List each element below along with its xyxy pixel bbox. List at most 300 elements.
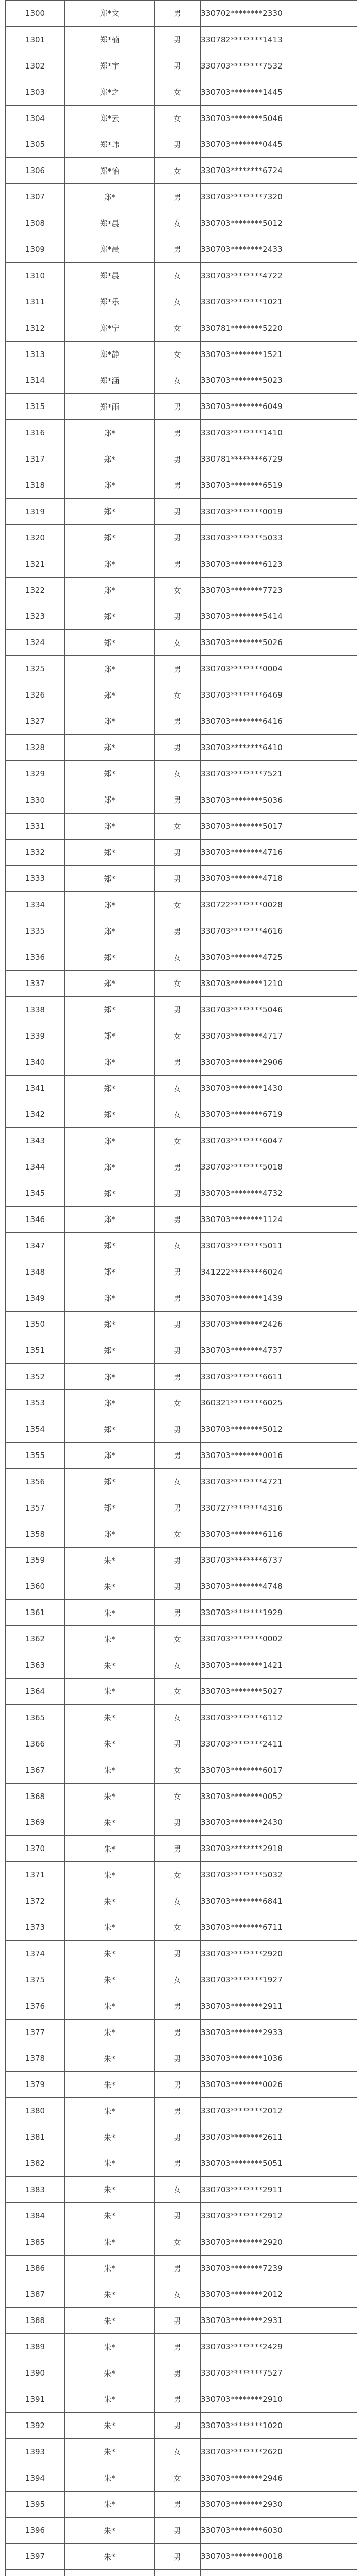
table-row: [6, 1075, 357, 1101]
id-number-cell: 330703********1020: [201, 2412, 357, 2438]
row-number-cell: 1367: [6, 1757, 65, 1783]
person-name-cell: 郑*: [65, 603, 155, 630]
id-number-cell: 330703********4721: [201, 1468, 357, 1495]
row-number-cell: 1329: [6, 760, 65, 787]
row-number-cell: 1330: [6, 787, 65, 813]
roster-table: [5, 0, 357, 2576]
id-number-cell: [201, 2570, 357, 2576]
id-number-cell: 330702********2330: [201, 1, 357, 27]
gender-cell: 男: [155, 1809, 201, 1836]
table-row: [6, 2255, 357, 2281]
id-number-cell: 330703********2918: [201, 1836, 357, 1862]
id-number-cell: 330703********0018: [201, 2544, 357, 2570]
table-row: [6, 2517, 357, 2544]
id-number-cell: 330703********6047: [201, 1128, 357, 1154]
id-number-cell: 330703********2930: [201, 2491, 357, 2517]
gender-cell: 男: [155, 498, 201, 524]
person-name-cell: 郑*: [65, 446, 155, 472]
row-number-cell: 1300: [6, 1, 65, 27]
table-row: [6, 2465, 357, 2491]
row-number-cell: 1308: [6, 210, 65, 236]
row-number-cell: 1385: [6, 2229, 65, 2255]
id-number-cell: 330703********4616: [201, 918, 357, 944]
table-row: [6, 2202, 357, 2229]
row-number-cell: 1302: [6, 53, 65, 79]
row-number-cell: 1347: [6, 1232, 65, 1259]
id-number-cell: 330703********2433: [201, 236, 357, 263]
person-name-cell: 郑*云: [65, 105, 155, 131]
id-number-cell: 330703********2920: [201, 2229, 357, 2255]
table-row: [6, 630, 357, 656]
gender-cell: 男: [155, 2517, 201, 2544]
table-row: [6, 1600, 357, 1626]
table-row: [6, 1337, 357, 1364]
person-name-cell: 朱*: [65, 2544, 155, 2570]
gender-cell: 女: [155, 1468, 201, 1495]
id-number-cell: 341222********6024: [201, 1259, 357, 1285]
row-number-cell: 1318: [6, 472, 65, 499]
table-row: [6, 289, 357, 315]
id-number-cell: 330703********5036: [201, 787, 357, 813]
gender-cell: 女: [155, 1862, 201, 1888]
id-number-cell: 330722********0028: [201, 892, 357, 918]
person-name-cell: 朱*: [65, 1626, 155, 1652]
table-row: [6, 2412, 357, 2438]
gender-cell: 女: [155, 262, 201, 289]
id-number-cell: 330703********1421: [201, 1652, 357, 1679]
row-number-cell: 1375: [6, 1967, 65, 1993]
person-name-cell: 朱*: [65, 2334, 155, 2360]
person-name-cell: 郑*宇: [65, 53, 155, 79]
id-number-cell: 330703********7527: [201, 2360, 357, 2386]
id-number-cell: 330703********6123: [201, 551, 357, 577]
gender-cell: 男: [155, 996, 201, 1023]
gender-cell: 男: [155, 2202, 201, 2229]
table-row: [6, 2570, 357, 2576]
id-number-cell: 330703********6519: [201, 472, 357, 499]
person-name-cell: 郑*: [65, 892, 155, 918]
person-name-cell: 郑*: [65, 1128, 155, 1154]
gender-cell: 女: [155, 2229, 201, 2255]
person-name-cell: 朱*: [65, 1993, 155, 2019]
person-name-cell: 郑*: [65, 682, 155, 708]
table-row: [6, 1154, 357, 1180]
gender-cell: 女: [155, 1521, 201, 1547]
gender-cell: 女: [155, 315, 201, 341]
row-number-cell: 1309: [6, 236, 65, 263]
table-row: [6, 2491, 357, 2517]
row-number-cell: 1359: [6, 1547, 65, 1573]
gender-cell: 男: [155, 1495, 201, 1521]
id-number-cell: 330703********6719: [201, 1101, 357, 1128]
person-name-cell: 朱*: [65, 1731, 155, 1757]
person-name-cell: 郑*怡: [65, 158, 155, 184]
id-number-cell: 330703********2411: [201, 1731, 357, 1757]
person-name-cell: 朱*: [65, 1914, 155, 1941]
id-number-cell: 330703********5026: [201, 630, 357, 656]
id-number-cell: 330703********2946: [201, 2465, 357, 2491]
id-number-cell: 330703********5033: [201, 524, 357, 551]
row-number-cell: 1354: [6, 1416, 65, 1443]
person-name-cell: 朱*: [65, 2150, 155, 2177]
person-name-cell: 郑*: [65, 1285, 155, 1311]
id-number-cell: 330703********4718: [201, 866, 357, 892]
row-number-cell: 1368: [6, 1783, 65, 1809]
row-number-cell: 1390: [6, 2360, 65, 2386]
table-row: [6, 892, 357, 918]
person-name-cell: 朱*: [65, 1967, 155, 1993]
row-number-cell: 1352: [6, 1364, 65, 1390]
table-row: [6, 1023, 357, 1049]
id-number-cell: 330703********6410: [201, 734, 357, 760]
person-name-cell: 朱*: [65, 2281, 155, 2308]
gender-cell: 男: [155, 2412, 201, 2438]
id-number-cell: 330703********5011: [201, 1232, 357, 1259]
id-number-cell: 330703********0002: [201, 1626, 357, 1652]
gender-cell: 女: [155, 1101, 201, 1128]
id-number-cell: 330703********7239: [201, 2255, 357, 2281]
gender-cell: 女: [155, 210, 201, 236]
person-name-cell: 朱*: [65, 1783, 155, 1809]
person-name-cell: 郑*: [65, 813, 155, 839]
table-row: [6, 2438, 357, 2465]
table-row: [6, 787, 357, 813]
row-number-cell: 1339: [6, 1023, 65, 1049]
person-name-cell: 郑*: [65, 524, 155, 551]
id-number-cell: 330703********5023: [201, 367, 357, 394]
gender-cell: 男: [155, 472, 201, 499]
row-number-cell: 1315: [6, 394, 65, 420]
id-number-cell: 330703********0019: [201, 498, 357, 524]
id-number-cell: 330703********2906: [201, 1049, 357, 1075]
gender-cell: 女: [155, 577, 201, 603]
person-name-cell: 郑*: [65, 1495, 155, 1521]
person-name-cell: 朱*: [65, 1836, 155, 1862]
id-number-cell: 330703********4748: [201, 1573, 357, 1600]
gender-cell: 男: [155, 53, 201, 79]
gender-cell: 男: [155, 131, 201, 158]
person-name-cell: 朱*: [65, 1679, 155, 1705]
gender-cell: 男: [155, 236, 201, 263]
row-number-cell: 1335: [6, 918, 65, 944]
gender-cell: 女: [155, 1679, 201, 1705]
table-row: [6, 2072, 357, 2098]
gender-cell: 女: [155, 105, 201, 131]
person-name-cell: 郑*玮: [65, 131, 155, 158]
row-number-cell: 1391: [6, 2386, 65, 2413]
id-number-cell: 330703********1439: [201, 1285, 357, 1311]
id-number-cell: 330703********6711: [201, 1914, 357, 1941]
id-number-cell: 330703********5027: [201, 1679, 357, 1705]
table-row: [6, 996, 357, 1023]
gender-cell: 女: [155, 79, 201, 105]
id-number-cell: 330703********5018: [201, 1154, 357, 1180]
row-number-cell: 1311: [6, 289, 65, 315]
id-number-cell: 330703********6116: [201, 1521, 357, 1547]
table-row: [6, 1993, 357, 2019]
row-number-cell: 1376: [6, 1993, 65, 2019]
person-name-cell: 郑*: [65, 734, 155, 760]
table-row: [6, 682, 357, 708]
table-row: [6, 2281, 357, 2308]
person-name-cell: 朱*: [65, 2229, 155, 2255]
gender-cell: 女: [155, 1652, 201, 1679]
row-number-cell: 1365: [6, 1704, 65, 1731]
table-row: [6, 1704, 357, 1731]
table-row: [6, 1731, 357, 1757]
person-name-cell: 郑*: [65, 970, 155, 996]
person-name-cell: 朱*: [65, 2517, 155, 2544]
person-name-cell: 郑*: [65, 1049, 155, 1075]
table-row: [6, 1652, 357, 1679]
id-number-cell: 330727********4316: [201, 1495, 357, 1521]
id-number-cell: 330703********1927: [201, 1967, 357, 1993]
person-name-cell: 郑*: [65, 918, 155, 944]
id-number-cell: 330703********2920: [201, 1940, 357, 1967]
person-name-cell: 朱*: [65, 1600, 155, 1626]
table-row: [6, 1940, 357, 1967]
row-number-cell: 1370: [6, 1836, 65, 1862]
person-name-cell: 郑*: [65, 1521, 155, 1547]
table-row: [6, 2045, 357, 2072]
row-number-cell: 1322: [6, 577, 65, 603]
person-name-cell: 郑*: [65, 1337, 155, 1364]
person-name-cell: 郑*: [65, 1390, 155, 1416]
table-row: [6, 2360, 357, 2386]
id-number-cell: 330703********0445: [201, 131, 357, 158]
id-number-cell: 330703********6416: [201, 708, 357, 735]
person-name-cell: 朱*: [65, 1862, 155, 1888]
table-row: [6, 1626, 357, 1652]
gender-cell: 女: [155, 1783, 201, 1809]
table-row: [6, 2019, 357, 2045]
id-number-cell: 330703********6724: [201, 158, 357, 184]
table-row: [6, 760, 357, 787]
table-row: [6, 2334, 357, 2360]
gender-cell: 男: [155, 2255, 201, 2281]
id-number-cell: 330703********2426: [201, 1311, 357, 1337]
gender-cell: 男: [155, 1836, 201, 1862]
id-number-cell: 330703********1210: [201, 970, 357, 996]
gender-cell: 男: [155, 1442, 201, 1468]
row-number-cell: 1374: [6, 1940, 65, 1967]
table-row: [6, 79, 357, 105]
table-row: [6, 1573, 357, 1600]
gender-cell: 女: [155, 760, 201, 787]
id-number-cell: 330703********2620: [201, 2438, 357, 2465]
id-number-cell: 330703********2910: [201, 2386, 357, 2413]
row-number-cell: 1345: [6, 1180, 65, 1207]
table-row: [6, 367, 357, 394]
gender-cell: 男: [155, 2360, 201, 2386]
id-number-cell: 330703********0052: [201, 1783, 357, 1809]
person-name-cell: 郑*静: [65, 341, 155, 367]
row-number-cell: 1389: [6, 2334, 65, 2360]
gender-cell: 女: [155, 1704, 201, 1731]
gender-cell: 男: [155, 420, 201, 446]
row-number-cell: 1348: [6, 1259, 65, 1285]
table-row: [6, 1259, 357, 1285]
person-name-cell: 朱*: [65, 2072, 155, 2098]
table-row: [6, 1809, 357, 1836]
id-number-cell: 330703********1410: [201, 420, 357, 446]
gender-cell: 男: [155, 2124, 201, 2150]
gender-cell: 女: [155, 630, 201, 656]
gender-cell: 男: [155, 1, 201, 27]
table-row: [6, 656, 357, 682]
id-number-cell: 330703********2012: [201, 2098, 357, 2124]
id-number-cell: 330703********5012: [201, 1416, 357, 1443]
table-row: [6, 1836, 357, 1862]
gender-cell: [155, 2570, 201, 2576]
table-row: [6, 1049, 357, 1075]
row-number-cell: 1388: [6, 2308, 65, 2334]
gender-cell: 男: [155, 26, 201, 53]
row-number-cell: 1380: [6, 2098, 65, 2124]
gender-cell: 男: [155, 708, 201, 735]
table-row: [6, 210, 357, 236]
row-number-cell: 1319: [6, 498, 65, 524]
person-name-cell: 朱*: [65, 2386, 155, 2413]
gender-cell: 女: [155, 367, 201, 394]
row-number-cell: 1350: [6, 1311, 65, 1337]
gender-cell: 男: [155, 1416, 201, 1443]
gender-cell: 男: [155, 2045, 201, 2072]
id-number-cell: 330703********2912: [201, 2202, 357, 2229]
gender-cell: 男: [155, 1993, 201, 2019]
id-number-cell: 330703********4722: [201, 262, 357, 289]
person-name-cell: 朱*: [65, 1888, 155, 1914]
person-name-cell: 朱*: [65, 1704, 155, 1731]
gender-cell: 女: [155, 944, 201, 971]
gender-cell: 女: [155, 1023, 201, 1049]
table-row: [6, 2124, 357, 2150]
person-name-cell: 朱*: [65, 2098, 155, 2124]
table-row: [6, 498, 357, 524]
row-number-cell: 1342: [6, 1101, 65, 1128]
id-number-cell: 330703********2911: [201, 1993, 357, 2019]
row-number-cell: 1349: [6, 1285, 65, 1311]
person-name-cell: 郑*: [65, 1154, 155, 1180]
id-number-cell: 330703********6611: [201, 1364, 357, 1390]
id-number-cell: 330781********6729: [201, 446, 357, 472]
gender-cell: 男: [155, 1311, 201, 1337]
gender-cell: 男: [155, 1573, 201, 1600]
row-number-cell: 1317: [6, 446, 65, 472]
table-row: [6, 2544, 357, 2570]
row-number-cell: 1392: [6, 2412, 65, 2438]
row-number-cell: 1321: [6, 551, 65, 577]
table-row: [6, 708, 357, 735]
id-number-cell: 330703********2931: [201, 2308, 357, 2334]
gender-cell: 女: [155, 2465, 201, 2491]
id-number-cell: 330703********0016: [201, 1442, 357, 1468]
person-name-cell: 郑*: [65, 1180, 155, 1207]
id-number-cell: 330703********2012: [201, 2281, 357, 2308]
row-number-cell: 1363: [6, 1652, 65, 1679]
table-row: [6, 446, 357, 472]
person-name-cell: 朱*: [65, 2465, 155, 2491]
table-row: [6, 315, 357, 341]
table-row: [6, 970, 357, 996]
gender-cell: 男: [155, 1259, 201, 1285]
gender-cell: 男: [155, 1337, 201, 1364]
table-row: [6, 158, 357, 184]
table-row: [6, 420, 357, 446]
gender-cell: 女: [155, 289, 201, 315]
row-number-cell: 1303: [6, 79, 65, 105]
gender-cell: 男: [155, 1154, 201, 1180]
gender-cell: 男: [155, 787, 201, 813]
row-number-cell: 1379: [6, 2072, 65, 2098]
person-name-cell: 郑*雨: [65, 394, 155, 420]
id-number-cell: 330703********7320: [201, 184, 357, 210]
table-row: [6, 577, 357, 603]
person-name-cell: 郑*: [65, 1232, 155, 1259]
gender-cell: 男: [155, 866, 201, 892]
person-name-cell: 郑*: [65, 1468, 155, 1495]
gender-cell: 男: [155, 603, 201, 630]
person-name-cell: 朱*: [65, 2019, 155, 2045]
id-number-cell: 330703********7532: [201, 53, 357, 79]
table-row: [6, 1757, 357, 1783]
table-row: [6, 1206, 357, 1232]
gender-cell: 女: [155, 1390, 201, 1416]
row-number-cell: 1393: [6, 2438, 65, 2465]
row-number-cell: 1336: [6, 944, 65, 971]
row-number-cell: 1331: [6, 813, 65, 839]
row-number-cell: 1387: [6, 2281, 65, 2308]
table-row: [6, 1521, 357, 1547]
person-name-cell: 郑*: [65, 1364, 155, 1390]
row-number-cell: 1355: [6, 1442, 65, 1468]
row-number-cell: 1383: [6, 2176, 65, 2202]
table-row: [6, 472, 357, 499]
person-name-cell: 郑*: [65, 1075, 155, 1101]
table-row: [6, 2308, 357, 2334]
gender-cell: 女: [155, 1967, 201, 1993]
id-number-cell: 330703********2430: [201, 1809, 357, 1836]
gender-cell: 男: [155, 656, 201, 682]
gender-cell: 女: [155, 1757, 201, 1783]
id-number-cell: 330703********5017: [201, 813, 357, 839]
table-row: [6, 1416, 357, 1443]
person-name-cell: 朱*: [65, 2124, 155, 2150]
person-name-cell: 郑*: [65, 1259, 155, 1285]
id-number-cell: 330703********4716: [201, 839, 357, 866]
row-number-cell: [6, 2570, 65, 2576]
person-name-cell: 郑*文: [65, 1, 155, 27]
person-name-cell: 郑*: [65, 630, 155, 656]
id-number-cell: 330703********4717: [201, 1023, 357, 1049]
table-row: [6, 1390, 357, 1416]
gender-cell: 男: [155, 918, 201, 944]
id-number-cell: 330703********1036: [201, 2045, 357, 2072]
table-row: [6, 2229, 357, 2255]
person-name-cell: 郑*乐: [65, 289, 155, 315]
row-number-cell: 1395: [6, 2491, 65, 2517]
gender-cell: 女: [155, 813, 201, 839]
person-name-cell: 郑*: [65, 420, 155, 446]
person-name-cell: 朱*: [65, 2255, 155, 2281]
gender-cell: 男: [155, 446, 201, 472]
person-name-cell: 朱*: [65, 1652, 155, 1679]
table-row: [6, 105, 357, 131]
gender-cell: 男: [155, 2386, 201, 2413]
id-number-cell: 330703********4732: [201, 1180, 357, 1207]
gender-cell: 女: [155, 1075, 201, 1101]
person-name-cell: 郑*: [65, 1442, 155, 1468]
